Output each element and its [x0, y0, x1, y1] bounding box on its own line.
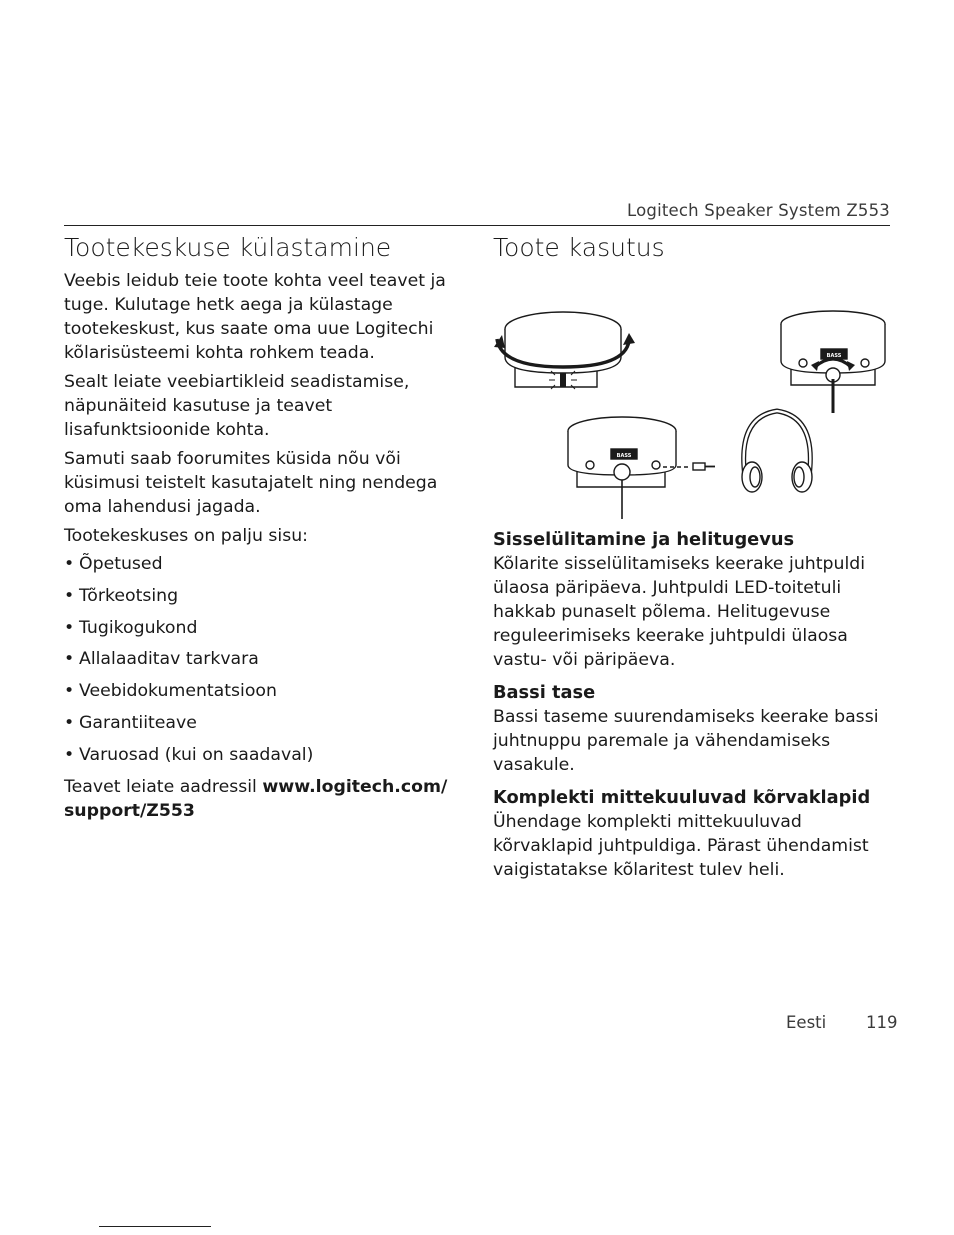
section-heading-product-use: Toote kasutus	[493, 233, 665, 262]
product-illustrations	[493, 269, 893, 519]
support-link-paragraph: Teavet leiate aadressil www.logitech.com/ support/Z553	[64, 776, 448, 821]
header-rule	[64, 225, 890, 226]
subheading-power-volume: Sisselülitamine ja helitugevus	[493, 529, 795, 550]
section-heading-product-center: Tootekeskuse külastamine	[64, 233, 392, 262]
paragraph: Tootekeskuses on palju sisu:	[64, 526, 308, 546]
list-item: • Veebidokumentatsioon	[64, 681, 277, 702]
paragraph: Veebis leidub teie toote kohta veel teavet ja tuge. Kulutage hetk aega ja külastage tootekeskust, kus saate oma uue Logitechi kõlarisüsteemi kohta rohkem teada.	[64, 271, 446, 363]
footer-language: Eesti	[786, 1013, 827, 1032]
paragraph: Sealt leiate veebiartikleid seadistamise, näpunäiteid kasutuse ja teavet lisafunktsioonide kohta.	[64, 372, 410, 440]
content-list	[64, 552, 459, 767]
list-item: • Garantiiteave	[64, 712, 197, 733]
list-item: • Tugikogukond	[64, 617, 198, 638]
paragraph: Bassi taseme suurendamiseks keerake bassi juhtnuppu paremale ja vähendamiseks vasakule.	[493, 707, 879, 775]
list-item: • Varuosad (kui on saadaval)	[64, 744, 314, 765]
control-pod-bass-illustration	[781, 311, 885, 413]
bottom-rule	[99, 1226, 211, 1227]
paragraph: Ühendage komplekti mittekuuluvad kõrvaklapid juhtpuldiga. Pärast ühendamist vaigistatakse kõlaritest tulev heli.	[493, 812, 869, 880]
control-pod-headphone-jack-illustration	[568, 417, 715, 519]
list-item: • Õpetused	[64, 554, 163, 574]
control-pod-rotate-illustration	[494, 312, 635, 389]
left-column	[64, 232, 459, 828]
list-item: • Allalaaditav tarkvara	[64, 649, 259, 670]
list-item: • Tõrkeotsing	[64, 585, 179, 606]
paragraph: Samuti saab foorumites küsida nõu või küsimusi teistelt kasutajatelt ning nendega oma lahendusi jagada.	[64, 449, 438, 517]
paragraph: Kõlarite sisselülitamiseks keerake juhtpuldi ülaosa päripäeva. Juhtpuldi LED-toitetuli hakkab punaselt põlema. Helitugevuse reguleerimiseks keerake juhtpuldi ülaosa vastu- või päripäeva.	[493, 554, 866, 670]
running-header: Logitech Speaker System Z553	[627, 201, 890, 220]
subheading-bass-level: Bassi tase	[493, 682, 596, 703]
page-number: 119	[866, 1013, 898, 1032]
subheading-headphones: Komplekti mittekuuluvad kõrvaklapid	[493, 787, 871, 808]
headphones-illustration	[742, 411, 812, 492]
right-column	[493, 232, 893, 887]
bass-knob-label: BASS	[826, 353, 842, 359]
bass-knob-label: BASS	[616, 453, 632, 459]
support-link[interactable]: www.logitech.com/ support/Z553	[64, 776, 448, 821]
